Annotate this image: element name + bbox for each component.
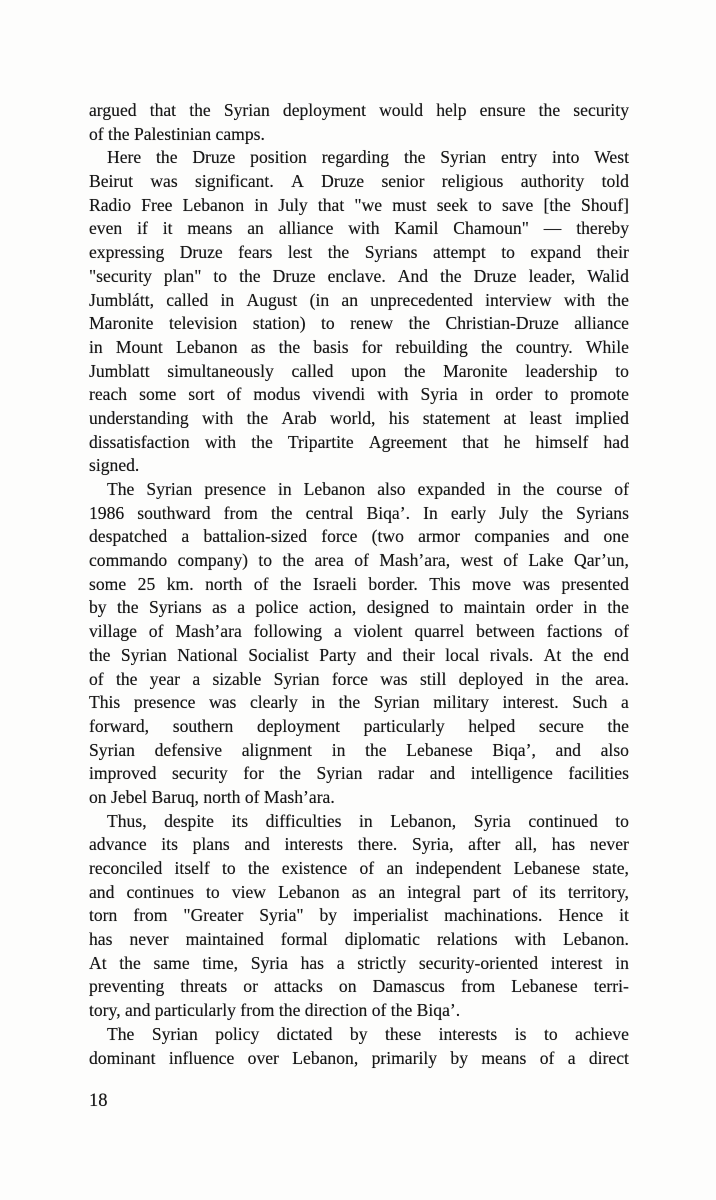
text-line: Radio Free Lebanon in July that "we must seek to save [the Shouf]: [89, 194, 629, 215]
text-line: Jumblatt simultaneously called upon the Maronite leadership to: [89, 360, 629, 381]
text-line: reach some sort of modus vivendi with Syria in order to promote: [89, 384, 629, 405]
paragraph: [89, 1023, 629, 1070]
page-number: 18: [89, 1091, 108, 1111]
text-line: even if it means an alliance with Kamil Chamoun" — thereby: [89, 218, 629, 239]
text-line: At the same time, Syria has a strictly security-oriented interest in: [89, 952, 629, 973]
paragraph: [89, 810, 629, 1023]
text-line: and continues to view Lebanon as an integral part of its territory,: [89, 881, 629, 902]
page-text: [89, 99, 629, 1070]
text-line: in Mount Lebanon as the basis for rebuilding the country. While: [89, 336, 629, 357]
text-line: Jumblátt, called in August (in an unprecedented interview with the: [89, 289, 629, 310]
paragraph: [89, 99, 629, 146]
text-line: Thus, despite its difficulties in Lebanon, Syria continued to: [107, 810, 629, 831]
text-line: village of Mash’ara following a violent quarrel between factions of: [89, 621, 629, 642]
text-line: Maronite television station) to renew the Christian-Druze alliance: [89, 313, 629, 334]
text-line: commando company) to the area of Mash’ara, west of Lake Qar’un,: [89, 550, 629, 571]
text-line: torn from "Greater Syria" by imperialist machinations. Hence it: [89, 905, 629, 926]
text-line: reconciled itself to the existence of an independent Lebanese state,: [89, 858, 629, 878]
text-line: Here the Druze position regarding the Syrian entry into West: [107, 147, 629, 168]
text-line: The Syrian policy dictated by these interests is to achieve: [107, 1023, 629, 1044]
text-line: preventing threats or attacks on Damascus from Lebanese terri-: [89, 976, 629, 997]
text-line: has never maintained formal diplomatic relations with Lebanon.: [89, 929, 629, 950]
text-line: by the Syrians as a police action, designed to maintain order in the: [89, 597, 629, 618]
text-line: Syrian defensive alignment in the Lebanese Biqa’, and also: [89, 739, 629, 760]
paragraph: [89, 478, 629, 810]
text-line: advance its plans and interests there. Syria, after all, has never: [89, 834, 629, 855]
text-line: tory, and particularly from the direction of the Biqa’.: [89, 1000, 461, 1021]
text-line: Beirut was significant. A Druze senior religious authority told: [89, 171, 629, 192]
text-line: the Syrian National Socialist Party and their local rivals. At the end: [89, 644, 629, 665]
text-line: signed.: [89, 455, 140, 476]
text-line: The Syrian presence in Lebanon also expanded in the course of: [107, 479, 629, 499]
text-line: argued that the Syrian deployment would help ensure the security: [89, 100, 629, 120]
text-line: understanding with the Arab world, his statement at least implied: [89, 407, 629, 428]
text-line: "security plan" to the Druze enclave. And the Druze leader, Walid: [89, 265, 629, 286]
text-line: 1986 southward from the central Biqa’. In early July the Syrians: [89, 502, 629, 523]
text-line: of the year a sizable Syrian force was still deployed in the area.: [89, 668, 629, 689]
text-line: forward, southern deployment particularly helped secure the: [89, 715, 629, 736]
text-line: improved security for the Syrian radar and intelligence facilities: [89, 763, 629, 784]
text-line: expressing Druze fears lest the Syrians attempt to expand their: [89, 242, 629, 263]
text-line: on Jebel Baruq, north of Mash’ara.: [89, 786, 335, 807]
text-line: of the Palestinian camps.: [89, 123, 265, 144]
text-line: some 25 km. north of the Israeli border. This move was presented: [89, 573, 629, 594]
text-line: This presence was clearly in the Syrian military interest. Such a: [89, 692, 629, 713]
text-line: despatched a battalion-sized force (two armor companies and one: [89, 526, 629, 547]
text-line: dominant influence over Lebanon, primarily by means of a direct: [89, 1047, 629, 1068]
paragraph: [89, 146, 629, 478]
text-line: dissatisfaction with the Tripartite Agreement that he himself had: [89, 431, 629, 452]
